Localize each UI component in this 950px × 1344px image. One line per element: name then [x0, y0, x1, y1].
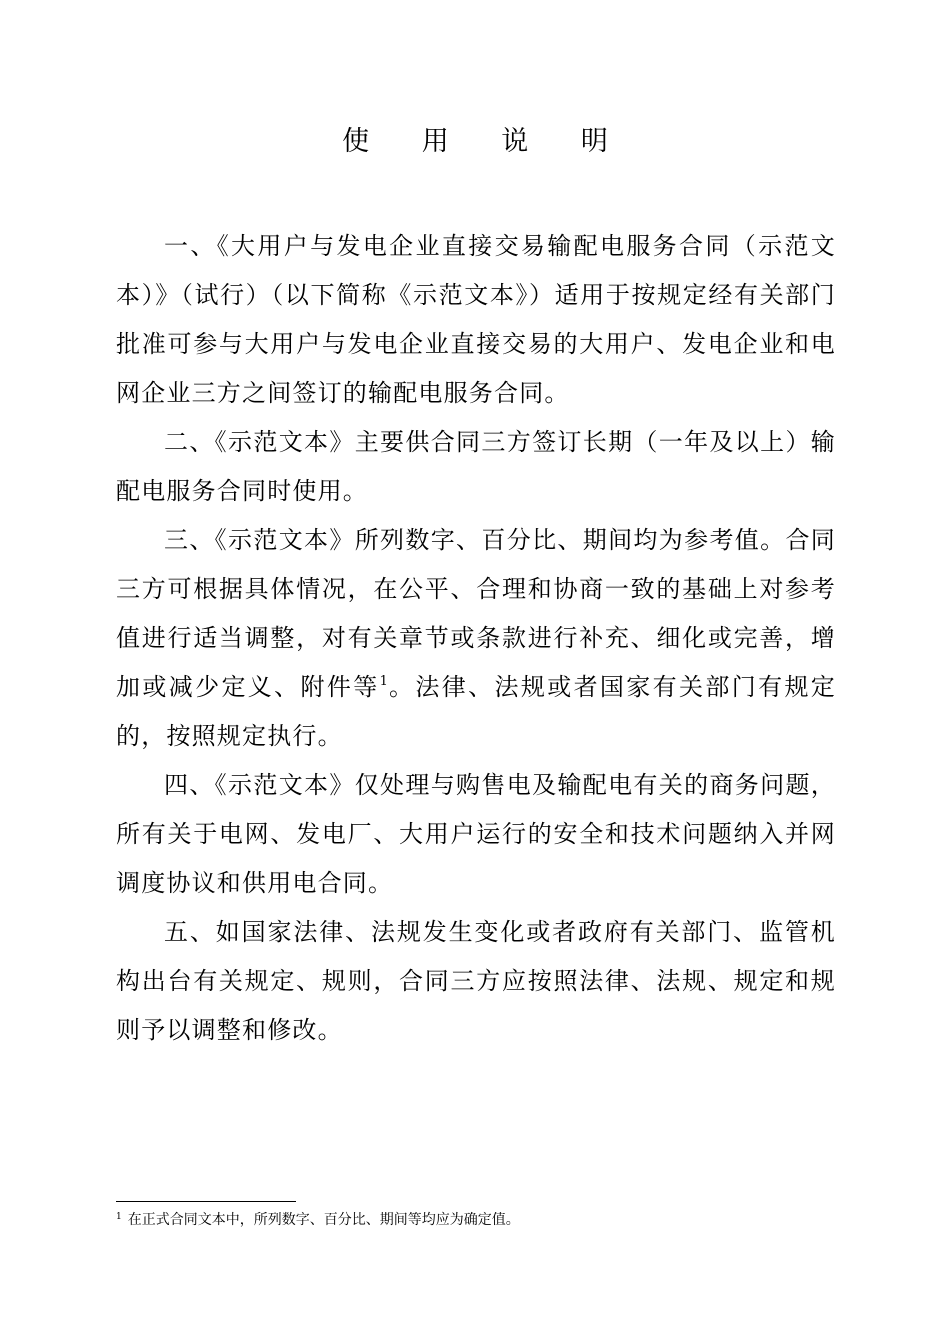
footnote-text: 在正式合同文本中，所列数字、百分比、期间等均应为确定值。: [127, 1212, 520, 1228]
paragraph-4: 四、《示范文本》仅处理与购售电及输配电有关的商务问题，所有关于电网、发电厂、大用户运行的安全和技术问题纳入并网调度协议和供用电合同。: [116, 771, 836, 897]
paragraph-3-text-after-ref: 。法律、法规或者国家有关部门有规定的，按照规定执行。: [116, 673, 837, 750]
footnote-reference: 1: [379, 674, 388, 689]
document-body: [116, 222, 836, 1055]
paragraph-3-text-before-ref: 三、《示范文本》所列数字、百分比、期间均为参考值。合同三方可根据具体情况，在公平、合理和协商一致的基础上对参考值进行适当调整，对有关章节或条款进行补充、细化或完善，增加或减少定义、附件等: [116, 526, 836, 701]
footnote-mark: 1: [116, 1212, 122, 1222]
footnote: [116, 1210, 836, 1230]
paragraph-5: 五、如国家法律、法规发生变化或者政府有关部门、监管机构出台有关规定、规则，合同三方应按照法律、法规、规定和规则予以调整和修改。: [116, 918, 836, 1044]
page-title: 使 用 说 明: [342, 126, 630, 157]
paragraph-2: 二、《示范文本》主要供合同三方签订长期（一年及以上）输配电服务合同时使用。: [116, 428, 836, 505]
paragraph-1: 一、《大用户与发电企业直接交易输配电服务合同（示范文本）》（试行）（以下简称《示范文本》）适用于按规定经有关部门批准可参与大用户与发电企业直接交易的大用户、发电企业和电网企业三方之间签订的输配电服务合同。: [116, 232, 836, 407]
paragraph-3: [116, 516, 836, 761]
footnote-separator: [116, 1201, 296, 1202]
